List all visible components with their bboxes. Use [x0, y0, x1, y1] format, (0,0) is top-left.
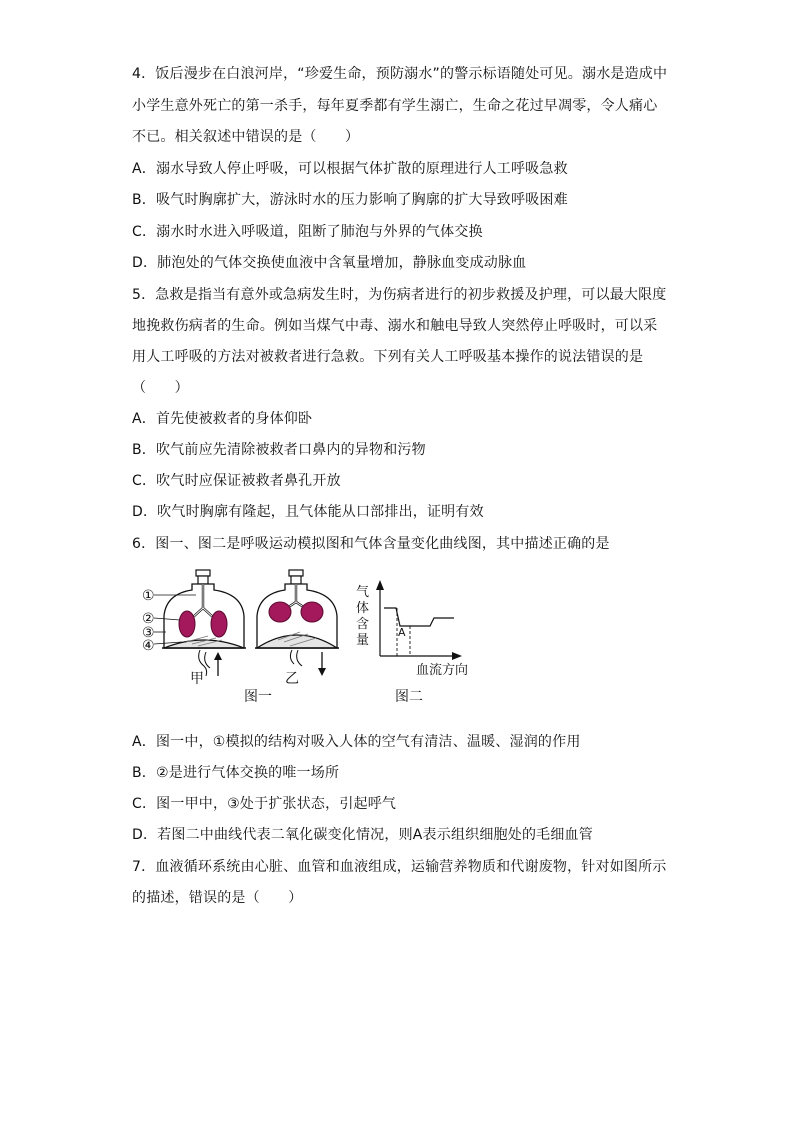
- q4-option-c: C．溺水时水进入呼吸道，阻断了肺泡与外界的气体交换: [132, 224, 483, 240]
- graph-ylabel-1: 气: [356, 585, 370, 600]
- q6-option-c: C．图一甲中，③处于扩张状态，引起呼气: [132, 796, 397, 812]
- q4-option-b: B．吸气时胸廓扩大，游泳时水的压力影响了胸廓的扩大导致呼吸困难: [132, 192, 568, 208]
- q5-option-b: B．吹气前应先清除被救者口鼻内的异物和污物: [132, 442, 426, 458]
- lung-left-yi: [269, 602, 291, 622]
- q6-option-d: D．若图二中曲线代表二氧化碳变化情况，则A表示组织细胞处的毛细血管: [132, 827, 593, 843]
- graph-ylabel-3: 含: [356, 617, 370, 632]
- q5-stem-line-1: 5．急救是指当有意外或急病发生时，为伤病者进行的初步救援及护理，可以最大限度: [132, 287, 667, 303]
- q6-figure: [132, 568, 492, 718]
- q6-option-b: B．②是进行气体交换的唯一场所: [132, 765, 340, 781]
- figure-2-caption: 图二: [395, 689, 423, 705]
- q5-stem-line-3: 用人工呼吸的方法对被救者进行急救。下列有关人工呼吸基本操作的说法错误的是: [132, 349, 644, 365]
- q5-option-c: C．吹气时应保证被救者鼻孔开放: [132, 473, 341, 489]
- gas-content-graph: [376, 580, 462, 660]
- graph-point-a: A: [398, 626, 406, 639]
- jar-yi: [255, 570, 339, 676]
- jar-jia-label: 甲: [190, 671, 204, 687]
- q6-option-a: A．图一中，①模拟的结构对吸入人体的空气有清洁、温暖、湿润的作用: [132, 734, 581, 750]
- q6-stem: 6．图一、图二是呼吸运动模拟图和气体含量变化曲线图，其中描述正确的是: [132, 536, 610, 552]
- breathing-model-diagram: [132, 568, 492, 718]
- lung-right-jia: [211, 611, 227, 637]
- marker-3: ③: [142, 625, 155, 641]
- q7-stem-line-2: 的描述，错误的是（ ）: [132, 890, 303, 906]
- marker-4: ④: [142, 638, 155, 654]
- q4-stem-line-1: 4．饭后漫步在白浪河岸，“珍爱生命，预防溺水”的警示标语随处可见。溺水是造成中: [132, 66, 668, 82]
- gas-curve: [384, 608, 454, 626]
- marker-2: ②: [142, 611, 155, 627]
- graph-ylabel-4: 量: [356, 633, 370, 648]
- jar-jia: [154, 570, 246, 676]
- marker-1: ①: [142, 588, 155, 604]
- graph-xlabel: 血流方向: [416, 663, 469, 678]
- lung-left-jia: [179, 611, 195, 637]
- q4-stem-line-3: 不已。相关叙述中错误的是（ ）: [132, 129, 360, 145]
- q5-option-d: D．吹气时胸廓有隆起，且气体能从口部排出，证明有效: [132, 504, 484, 520]
- q5-stem-line-4: （ ）: [132, 380, 189, 396]
- q4-option-a: A．溺水导致人停止呼吸，可以根据气体扩散的原理进行人工呼吸急救: [132, 161, 568, 177]
- q5-stem-line-2: 地挽救伤病者的生命。例如当煤气中毒、溺水和触电导致人突然停止呼吸时，可以采: [132, 318, 658, 334]
- q4-stem-line-2: 小学生意外死亡的第一杀手，每年夏季都有学生溺亡，生命之花过早凋零，令人痛心: [132, 98, 658, 114]
- graph-ylabel-2: 体: [356, 601, 370, 616]
- q7-stem-line-1: 7．血液循环系统由心脏、血管和血液组成，运输营养物质和代谢废物，针对如图所示: [132, 859, 667, 875]
- q4-option-d: D．肺泡处的气体交换使血液中含氧量增加，静脉血变成动脉血: [132, 255, 527, 271]
- lung-right-yi: [301, 602, 323, 622]
- figure-1-caption: 图一: [244, 689, 272, 705]
- q5-option-a: A．首先使被救者的身体仰卧: [132, 411, 313, 427]
- jar-yi-label: 乙: [285, 671, 299, 687]
